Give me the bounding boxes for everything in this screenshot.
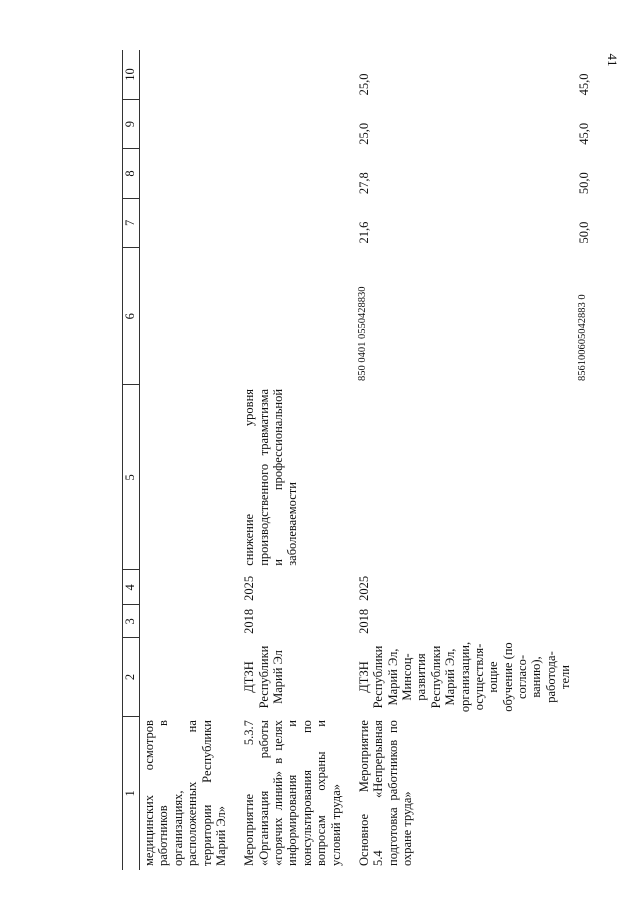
cell-end-year: 2025	[242, 575, 257, 601]
cell-executor	[140, 638, 231, 716]
cell-value-10: 25,0	[356, 73, 371, 96]
header-col-2: 2	[123, 638, 140, 716]
cell-activity: медицинских осмотров работников в организациях, расположенных на территории Республики Марий Эл»	[142, 720, 228, 866]
cell-executor: ДТЗН Республики Марий Эл, Минсоц-развития Республики Марий Эл, организации, осуществля-ющие обучение (по согласо-ванию), работода-тели	[356, 641, 573, 713]
header-col-9: 9	[123, 99, 140, 148]
header-col-10: 10	[123, 50, 140, 99]
table-row	[345, 50, 575, 870]
cell-value-10	[140, 50, 231, 99]
page-number: 41	[605, 53, 620, 67]
cell-code: 850 0401 0550428830	[356, 286, 368, 381]
cell-value-8: 50,0	[576, 172, 591, 195]
cell-start-year	[575, 605, 593, 638]
cell-start-year: 2018	[356, 608, 371, 634]
cell-result	[345, 385, 575, 570]
cell-activity	[575, 716, 593, 870]
cell-code	[140, 247, 231, 384]
cell-value-10: 45,0	[576, 73, 591, 96]
header-col-8: 8	[123, 149, 140, 198]
cell-value-9	[230, 99, 345, 148]
cell-value-9: 45,0	[576, 122, 591, 145]
header-col-6: 6	[123, 247, 140, 384]
header-col-5: 5	[123, 385, 140, 570]
cell-result: снижение уровня производственного травматизма и профессиональной заболеваемости	[242, 388, 300, 566]
cell-value-7	[230, 198, 345, 247]
cell-value-7	[140, 198, 231, 247]
cell-result	[575, 385, 593, 570]
cell-value-9	[140, 99, 231, 148]
cell-end-year: 2025	[356, 575, 371, 601]
cell-activity: Основное Мероприятие 5.4 «Непрерывная подготовка работников по охране труда»	[356, 720, 414, 866]
cell-value-8: 27,8	[356, 172, 371, 195]
rotated-table-container	[122, 50, 591, 870]
header-col-4: 4	[123, 570, 140, 605]
header-col-3: 3	[123, 605, 140, 638]
cell-result	[140, 385, 231, 570]
cell-code: 856100605042883 0	[576, 294, 588, 381]
cell-value-9: 25,0	[356, 122, 371, 145]
cell-value-10	[230, 50, 345, 99]
cell-value-8	[140, 149, 231, 198]
header-col-7: 7	[123, 198, 140, 247]
cell-code	[230, 247, 345, 384]
header-col-1: 1	[123, 716, 140, 870]
table-row	[575, 50, 593, 870]
cell-executor: ДТЗН Республики Марий Эл	[242, 645, 285, 709]
cell-value-7: 21,6	[356, 221, 371, 244]
table-row	[140, 50, 231, 870]
table-header-row	[123, 50, 140, 870]
cell-end-year	[575, 570, 593, 605]
program-table	[122, 50, 593, 870]
cell-executor	[575, 638, 593, 716]
table-row	[230, 50, 345, 870]
cell-value-8	[230, 149, 345, 198]
cell-start-year: 2018	[242, 608, 257, 634]
cell-activity: Мероприятие 5.3.7 «Организация работы «горячих линий» в целях информирования и консультирования по вопросам охраны и условий труда»	[242, 720, 343, 866]
cell-end-year	[140, 570, 231, 605]
cell-value-7: 50,0	[576, 221, 591, 244]
cell-start-year	[140, 605, 231, 638]
